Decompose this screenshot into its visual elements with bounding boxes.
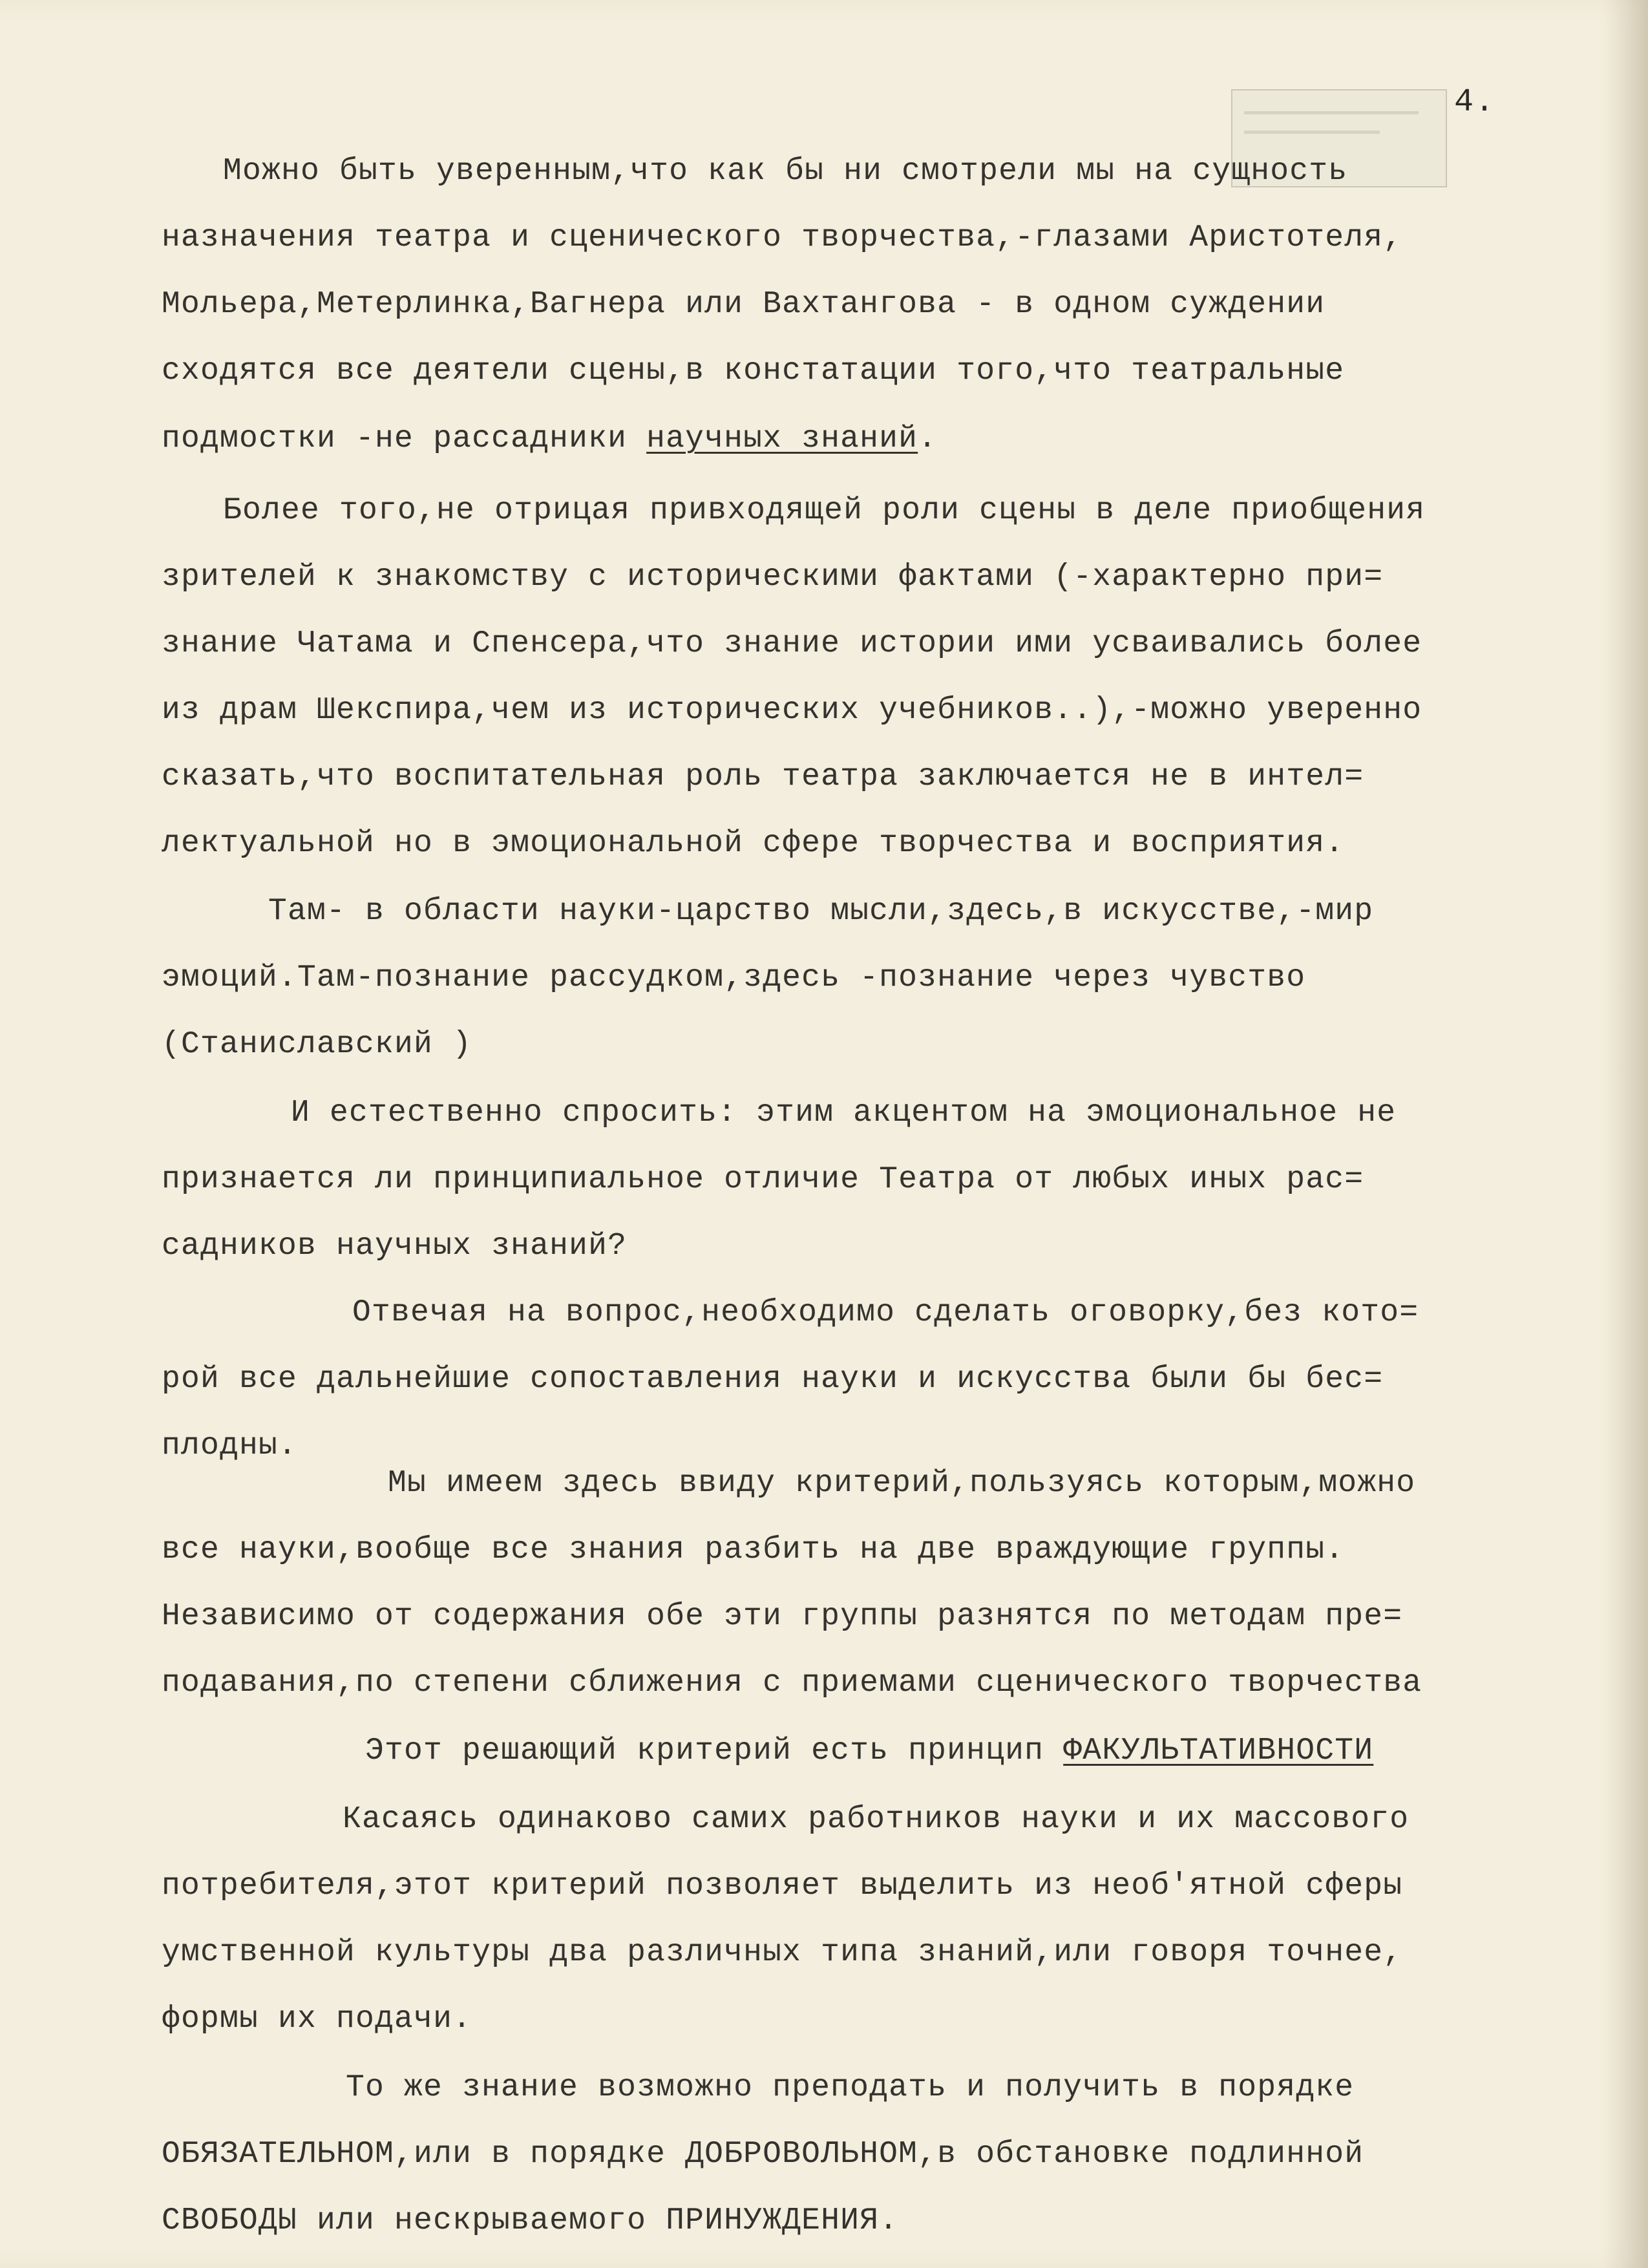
text-line: сходятся все деятели сцены,в констатации того,что театральные: [162, 354, 1345, 388]
text-line: СВОБОДЫ или нескрываемого ПРИНУЖДЕНИЯ.: [162, 2203, 899, 2238]
text-line: Независимо от содержания обе эти группы разнятся по методам пре=: [162, 1599, 1403, 1634]
text-line: То же знание возможно преподать и получить в порядке: [346, 2070, 1355, 2105]
text-line: зрителей к знакомству с историческими фактами (-характерно при=: [162, 560, 1384, 595]
archive-stamp-mark: [1244, 111, 1419, 114]
text-line: знание Чатама и Спенсера,что знание истории ими усваивались более: [162, 626, 1422, 661]
text-line: формы их подачи.: [162, 2002, 472, 2037]
underlined-phrase: ФАКУЛЬТАТИВНОСТИ: [1063, 1733, 1374, 1768]
text-line: рой все дальнейшие сопоставления науки и искусства были бы бес=: [162, 1362, 1384, 1397]
text-line: Касаясь одинаково самих работников науки и их массового: [343, 1802, 1410, 1837]
text-line: Отвечая на вопрос,необходимо сделать оговорку,без кото=: [352, 1295, 1419, 1330]
text-line: [162, 421, 937, 456]
underlined-phrase: научных знаний: [646, 421, 918, 456]
text-line: сказать,что воспитательная роль театра заключается не в интел=: [162, 759, 1364, 794]
text-segment: подмостки -не рассадники: [162, 421, 647, 456]
text-line: подавания,по степени сближения с приемами сценического творчества: [162, 1666, 1422, 1701]
text-line: ОБЯЗАТЕЛЬНОМ,или в порядке ДОБРОВОЛЬНОМ,в обстановке подлинной: [162, 2137, 1364, 2172]
text-line: потребителя,этот критерий позволяет выделить из необ'ятной сферы: [162, 1869, 1403, 1903]
text-line: Там- в области науки-царство мысли,здесь,в искусстве,-мир: [268, 894, 1374, 929]
text-segment: Этот решающий критерий есть принцип: [365, 1733, 1064, 1768]
text-line: садников научных знаний?: [162, 1229, 628, 1264]
text-line: [365, 1733, 1373, 1768]
page-number: 4.: [1454, 84, 1496, 121]
text-line: плодны.: [162, 1428, 298, 1463]
text-line: лектуальной но в эмоциональной сфере творчества и восприятия.: [162, 826, 1345, 861]
text-line: все науки,вообще все знания разбить на две враждующие группы.: [162, 1532, 1345, 1567]
text-line: И естественно спросить: этим акцентом на эмоциональное не: [291, 1096, 1397, 1130]
text-line: назначения театра и сценического творчества,-глазами Аристотеля,: [162, 220, 1403, 255]
text-line: признается ли принципиальное отличие Театра от любых иных рас=: [162, 1162, 1364, 1197]
text-line: эмоций.Там-познание рассудком,здесь -познание через чувство: [162, 960, 1306, 995]
text-line: Более того,не отрицая привходящей роли сцены в деле приобщения: [223, 493, 1426, 528]
text-line: Мы имеем здесь ввиду критерий,пользуясь которым,можно: [388, 1466, 1416, 1501]
text-line: Можно быть уверенным,что как бы ни смотрели мы на сущность: [223, 154, 1348, 189]
text-line: (Станиславский ): [162, 1027, 472, 1062]
text-line: из драм Шекспира,чем из исторических учебников..),-можно уверенно: [162, 693, 1422, 728]
archive-stamp-mark: [1244, 131, 1380, 134]
text-line: умственной культуры два различных типа знаний,или говоря точнее,: [162, 1935, 1403, 1970]
text-line: Мольера,Метерлинка,Вагнера или Вахтангова - в одном суждении: [162, 287, 1326, 322]
page-edge-shadow: [1603, 0, 1648, 2268]
text-segment: .: [918, 421, 938, 456]
